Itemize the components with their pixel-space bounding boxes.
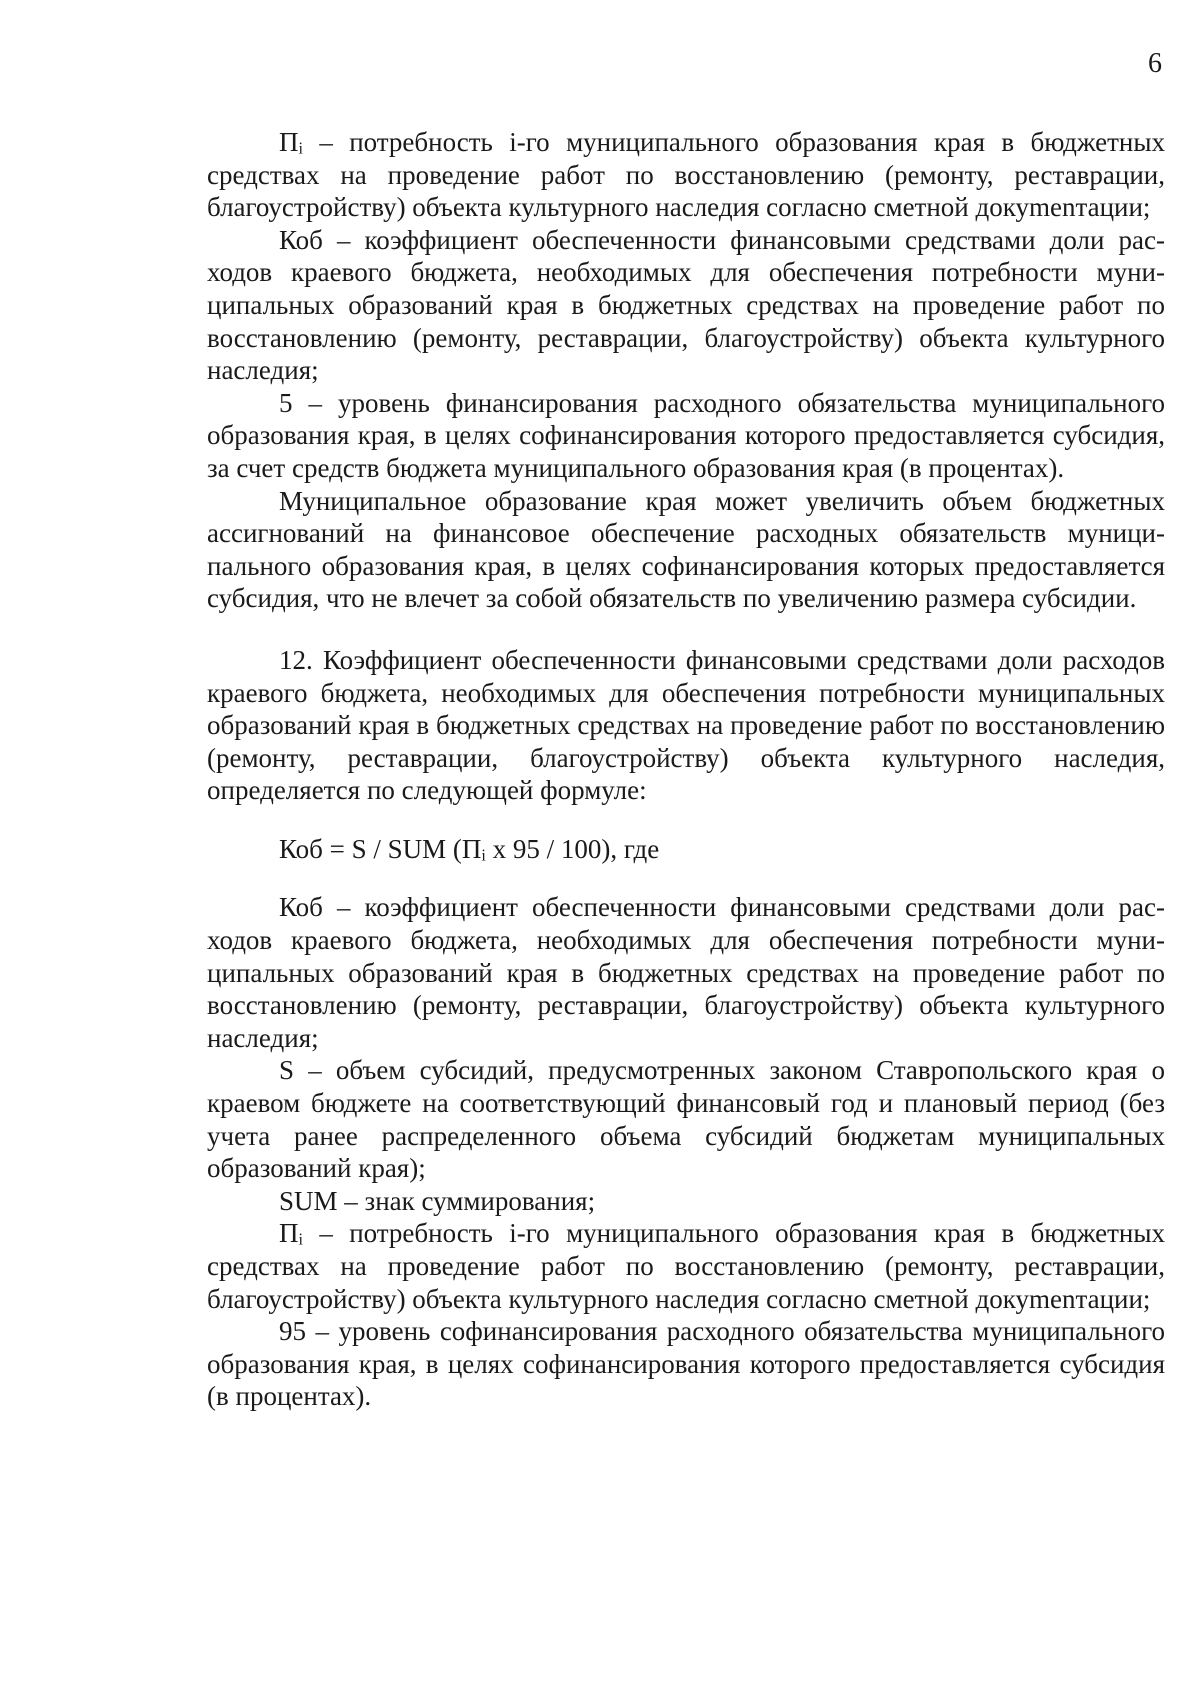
paragraph-five-definition: 5 – уровень финансирования расходного обязательства муниципального образования края, в целях софинансирования которого предоставляется субсидия, за счет средств бюджета муниципального образования края (в процентах). [207,387,1165,483]
paragraph-pi-definition: Пᵢ – потребность і-го муниципального образования края в бюджетных средствах на проведение работ по восстановлению (ремонту, реставрации, благоустройству) объекта культурного наследия согласно сметной докуmenтации; [207,127,1165,223]
page-number: 6 [1148,48,1162,79]
paragraph-ninety-five-definition: 95 – уровень софинансирования расходного обязательства муниципального образования края, в целях софинансирования которого предоставляется субсидия (в процентах). [207,1316,1165,1412]
paragraph-item-12: 12. Коэффициент обеспеченности финансовыми средствами доли расходов краевого бюджета, необходимых для обеспечения потребности муниципальных образований края в бюджетных средствах на проведение работ по восстановлению (ремонту, реставрации, благоустройству) объекта культурного наследия, определяется по следующей формуле: [207,644,1165,806]
paragraph-s-definition: S – объем субсидий, предусмотренных законом Ставропольского края о краевом бюджете на соответствующий финансовый год и плановый период (без учета ранее распределенного объема субсидий бюджетам муниципальных образований края); [207,1055,1165,1184]
paragraph-increase-allocation: Муниципальное образование края может увеличить объем бюджетных ассигнований на финансовое обеспечение расходных обязательств муниципального образования края, в целях софинансирования которых предоставляется субсидия, что не влечет за собой обязательств по увеличению размера субсидии. [207,485,1165,614]
formula: Коб = S / SUM (Пᵢ х 95 / 100), где [279,833,660,864]
paragraph-kob-definition-2: Коб – коэффициент обеспеченности финансовыми средствами доли расходов краевого бюджета, необходимых для обеспечения потребности муниципальных образований края в бюджетных средствах на проведение работ по восстановлению (ремонту, реставрации, благоустройству) объекта культурного наследия; [207,892,1165,1053]
paragraph-sum-definition: SUM – знак суммирования; [279,1185,596,1216]
document-body [207,126,1165,1413]
paragraph-kob-definition: Коб – коэффициент обеспеченности финансовыми средствами доли расходов краевого бюджета, необходимых для обеспечения потребности муниципальных образований края в бюджетных средствах на проведение работ по восстановлению (ремонту, реставрации, благоустройству) объекта культурного наследия; [207,224,1165,386]
paragraph-pi-definition-2: Пᵢ – потребность і-го муниципального образования края в бюджетных средствах на проведение работ по восстановлению (ремонту, реставрации, благоустройству) объекта культурного наследия согласно сметной докуmenтации; [207,1218,1165,1314]
